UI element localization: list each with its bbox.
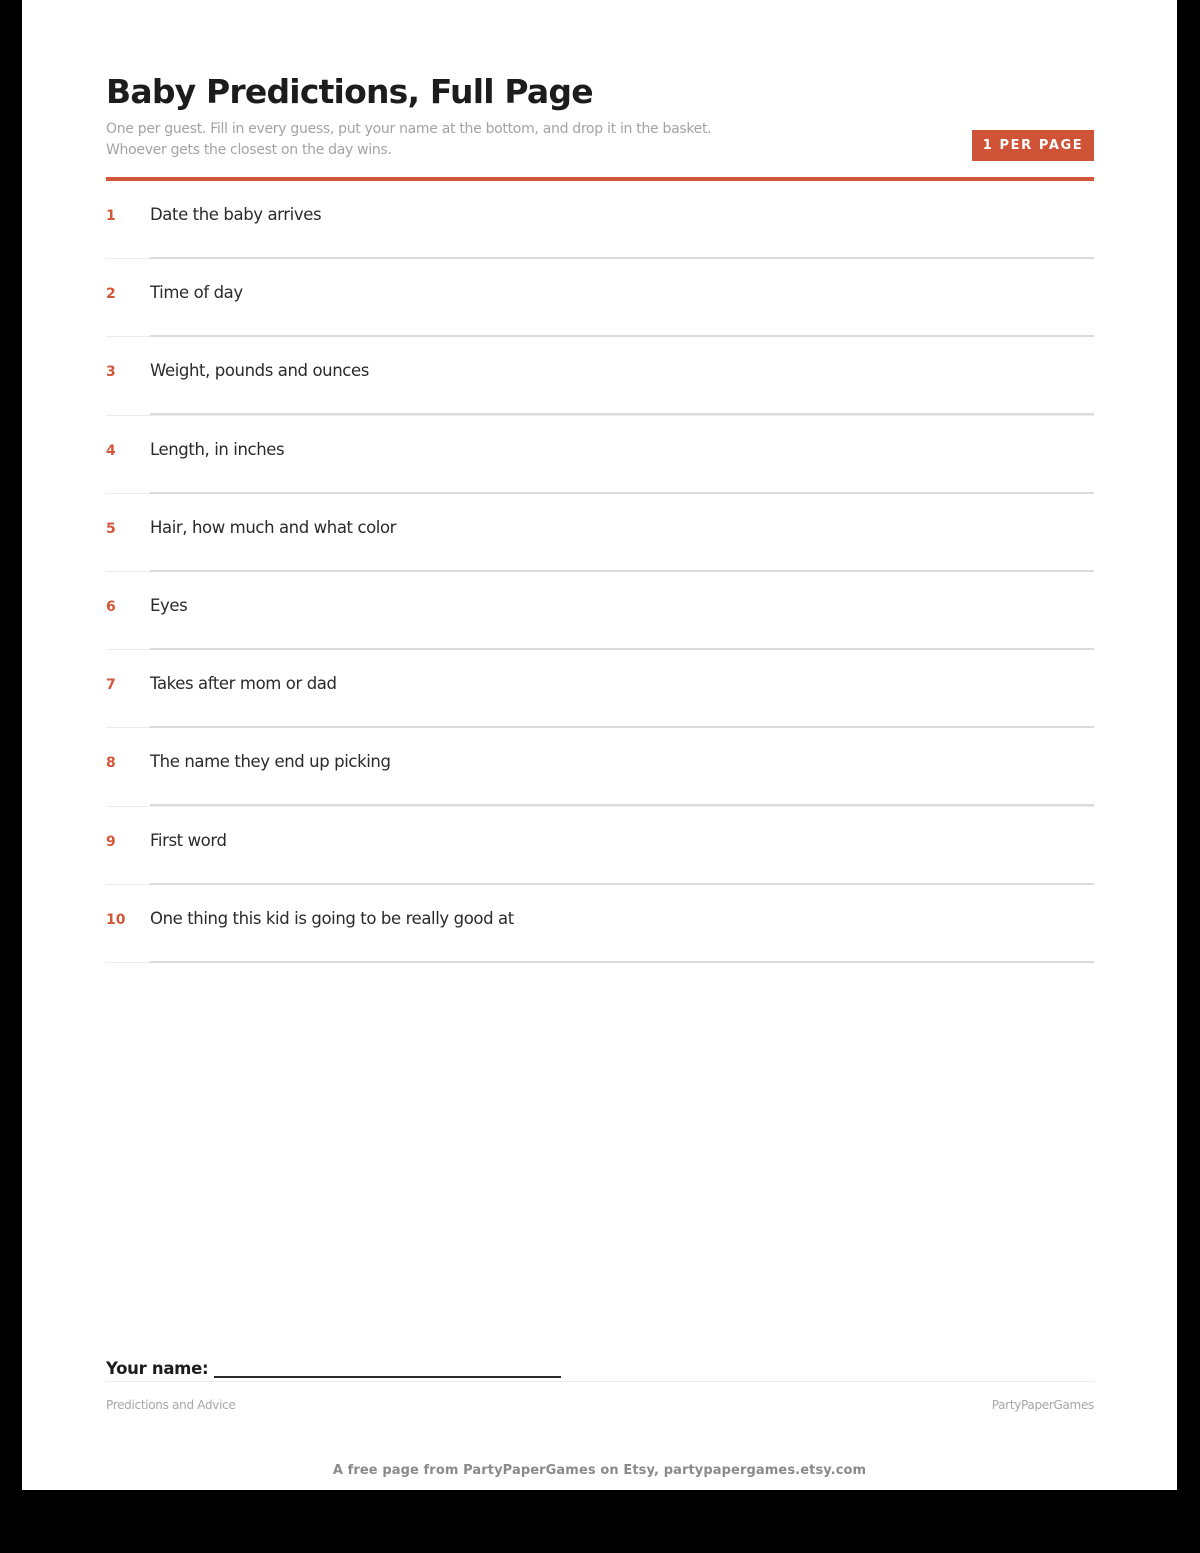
name-label: Your name:	[106, 1359, 209, 1378]
question-label: Length, in inches	[150, 439, 285, 459]
instructions-line-2: Whoever gets the closest on the day wins.	[106, 142, 392, 158]
question-row	[106, 416, 1094, 494]
instructions-line-1: One per guest. Fill in every guess, put your name at the bottom, and drop it in the basket.	[106, 121, 712, 137]
per-page-badge: 1 PER PAGE	[972, 130, 1094, 161]
question-label: Hair, how much and what color	[150, 517, 397, 537]
footer-divider	[106, 1381, 1094, 1382]
question-label: One thing this kid is going to be really good at	[150, 908, 514, 928]
question-row	[106, 650, 1094, 728]
question-row	[106, 259, 1094, 337]
page-title: Baby Predictions, Full Page	[106, 72, 593, 111]
question-label: Time of day	[150, 283, 243, 303]
question-number: 10	[106, 911, 126, 928]
printable-page	[22, 0, 1177, 1490]
question-number: 8	[106, 755, 116, 772]
question-list	[106, 181, 1094, 963]
name-entry-line[interactable]	[214, 1376, 561, 1378]
question-number: 2	[106, 286, 116, 303]
question-label: Date the baby arrives	[150, 205, 322, 224]
footer-category: Predictions and Advice	[106, 1398, 236, 1412]
question-row	[106, 728, 1094, 806]
question-number: 1	[106, 208, 116, 224]
instructions	[106, 119, 866, 161]
question-number: 9	[106, 833, 116, 850]
answer-line[interactable]	[150, 961, 1094, 963]
question-label: Weight, pounds and ounces	[150, 361, 369, 381]
question-row	[106, 337, 1094, 415]
question-number: 7	[106, 677, 116, 694]
question-row	[106, 572, 1094, 650]
question-number: 4	[106, 442, 116, 459]
question-number: 6	[106, 598, 116, 615]
question-label: Takes after mom or dad	[150, 674, 337, 694]
question-number: 3	[106, 364, 116, 381]
question-row	[106, 494, 1094, 572]
footer-brand: PartyPaperGames	[991, 1398, 1094, 1412]
question-row	[106, 807, 1094, 885]
question-row	[106, 885, 1094, 963]
question-label: First word	[150, 830, 227, 850]
credit-line: A free page from PartyPaperGames on Etsy, partypapergames.etsy.com	[332, 1463, 867, 1478]
question-label: The name they end up picking	[150, 752, 391, 772]
question-row	[106, 181, 1094, 259]
question-label: Eyes	[150, 595, 188, 615]
question-number: 5	[106, 520, 116, 537]
